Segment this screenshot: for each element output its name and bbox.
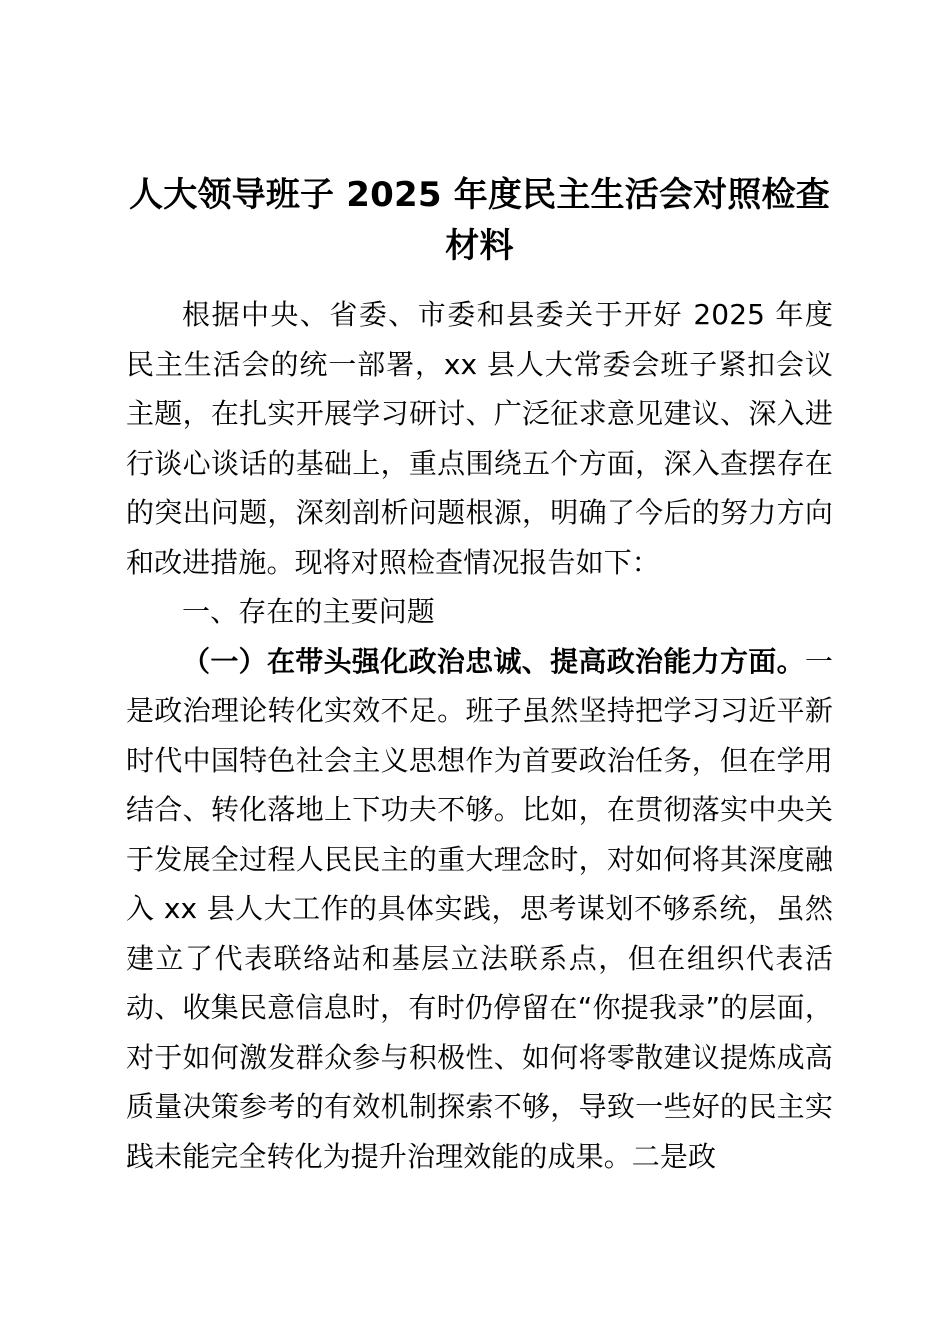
paragraph-section-one-heading: 一、存在的主要问题 (182, 595, 435, 628)
item-one-body-text: 一是政治理论转化实效不足。班子虽然坚持把学习习近平新时代中国特色社会主义思想作为首要政治任务，但在学用结合、转化落地上下功夫不够。比如，在贯彻落实中央关于发展全过程人民民主的重大理念时，对如何将其深度融入 xx 县人大工作的具体实践，思考谋划不够系统，虽然建立了代表联络站和基层立法联系点，但在组织代表活动、收集民意信息时，有时仍停留在“你提我录”的层面，对于如何激发群众参与积极性、如何将零散建议提炼成高质量决策参考的有效机制探索不够，导致一些好的民主实践未能完全转化为提升治理效能的成果。二是政 (126, 644, 833, 1173)
page-title-line-2: 材料 (445, 226, 514, 266)
document-body (126, 290, 833, 1181)
page-title-line-1: 人大领导班子 2025 年度民主生活会对照检查 (129, 175, 830, 215)
item-one-bold-lead: （一）在带头强化政治忠诚、提高政治能力方面。 (182, 644, 805, 678)
paragraph-intro: 根据中央、省委、市委和县委关于开好 2025 年度民主生活会的统一部署，xx 县人大常委会班子紧扣会议主题，在扎实开展学习研讨、广泛征求意见建议、深入进行谈心谈话的基础上，重点围绕五个方面，深入查摆存在的突出问题，深刻剖析问题根源，明确了今后的努力方向和改进措施。现将对照检查情况报告如下： (126, 298, 833, 579)
paragraph-item-one (126, 637, 833, 1182)
page-title (126, 170, 833, 272)
